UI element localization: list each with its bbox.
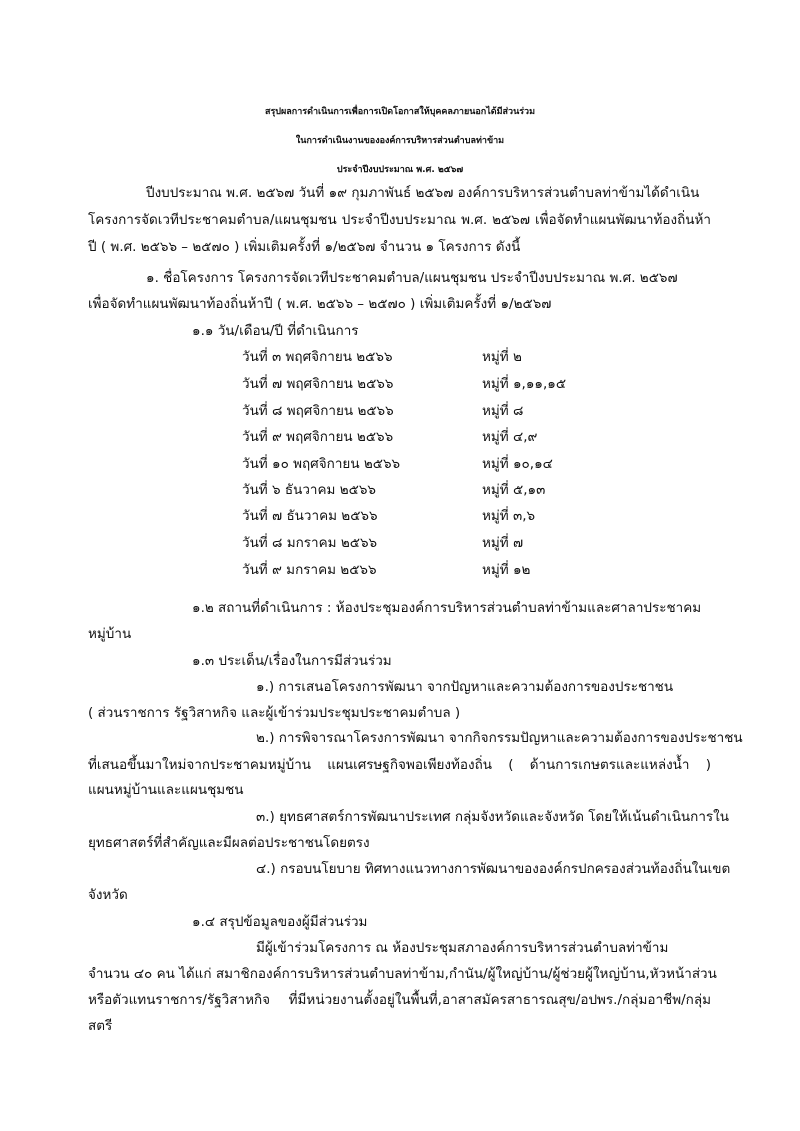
intro-line-1: ปีงบประมาณ พ.ศ. ๒๕๖๗ วันที่ ๑๙ กุมภาพันธ์ ๒๕๖๗ องค์การบริหารส่วนตำบลท่าข้ามได้ดำเนิน <box>146 185 700 201</box>
schedule-date: วันที่ ๙ พฤศจิกายน ๒๕๖๖ <box>242 429 394 445</box>
schedule-date: วันที่ ๗ ธันวาคม ๒๕๖๖ <box>242 508 378 524</box>
schedule-village: หมู่ที่ ๓,๖ <box>482 508 536 524</box>
schedule-date: วันที่ ๙ มกราคม ๒๕๖๖ <box>242 562 377 578</box>
section-1-4-heading: ๑.๔ สรุปข้อมูลของผู้มีส่วนร่วม <box>192 914 368 930</box>
section-1-2-line-2: หมู่บ้าน <box>88 626 132 642</box>
participants-line-1: มีผู้เข้าร่วมโครงการ ณ ห้องประชุมสภาองค์การบริหารส่วนตำบลท่าข้าม <box>256 940 669 956</box>
participants-line-3: หรือตัวแทนราชการ/รัฐวิสาหกิจ ที่มีหน่วยงานตั้งอยู่ในพื้นที่,อาสาสมัครสาธารณสุข/อปพร./กลุ่มอาชีพ/กลุ่ม <box>88 992 711 1008</box>
schedule-date: วันที่ ๖ ธันวาคม ๒๕๖๖ <box>242 482 376 498</box>
schedule-village: หมู่ที่ ๕,๑๓ <box>482 482 546 498</box>
schedule-date: วันที่ ๘ มกราคม ๒๕๖๖ <box>242 535 378 551</box>
issue-2-line-1: ๒.) การพิจารณาโครงการพัฒนา จากกิจกรรมปัญหาและความต้องการของประชาชน <box>256 730 743 746</box>
issue-3-line-1: ๓.) ยุทธศาสตร์การพัฒนาประเทศ กลุ่มจังหวัดและจังหวัด โดยให้เน้นดำเนินการใน <box>256 809 729 825</box>
schedule-village: หมู่ที่ ๑,๑๑,๑๕ <box>482 376 567 392</box>
schedule-village: หมู่ที่ ๗ <box>482 535 524 551</box>
project-name-line-2: เพื่อจัดทำแผนพัฒนาท้องถิ่นห้าปี ( พ.ศ. ๒๕๖๖ – ๒๕๗๐ ) เพิ่มเติมครั้งที่ ๑/๒๕๖๗ <box>88 296 552 312</box>
document-title-line-1: สรุปผลการดำเนินการเพื่อการเปิดโอกาสให้บุคคลภายนอกได้มีส่วนร่วม <box>264 107 536 117</box>
schedule-village: หมู่ที่ ๒ <box>482 349 522 365</box>
schedule-village: หมู่ที่ ๘ <box>482 403 524 419</box>
issue-2-line-2: ที่เสนอขึ้นมาใหม่จากประชาคมหมู่บ้าน แผนเศรษฐกิจพอเพียงท้องถิ่น ( ด้านการเกษตรและแหล่งน้ำ ) <box>88 757 711 773</box>
schedule-date: วันที่ ๗ พฤศจิกายน ๒๕๖๖ <box>242 376 394 392</box>
intro-line-3: ปี ( พ.ศ. ๒๕๖๖ – ๒๕๗๐ ) เพิ่มเติมครั้งที่ ๑/๒๕๖๗ จำนวน ๑ โครงการ ดังนี้ <box>88 239 521 255</box>
participants-line-4: สตรี <box>88 1018 113 1034</box>
issue-3-line-2: ยุทธศาสตร์ที่สำคัญและมีผลต่อประชาชนโดยตรง <box>88 835 370 851</box>
schedule-date: วันที่ ๘ พฤศจิกายน ๒๕๖๖ <box>242 403 394 419</box>
issue-2-line-3: แผนหมู่บ้านและแผนชุมชน <box>88 782 244 798</box>
section-1-2-line-1: ๑.๒ สถานที่ดำเนินการ : ห้องประชุมองค์การบริหารส่วนตำบลท่าข้ามและศาลาประชาคม <box>192 600 702 616</box>
participants-line-2: จำนวน ๔๐ คน ได้แก่ สมาชิกองค์การบริหารส่วนตำบลท่าข้าม,กำนัน/ผู้ใหญ่บ้าน/ผู้ช่วยผู้ใหญ่บ้าน,หัวหน้าส่วน <box>88 966 717 982</box>
document-title-line-2: ในการดำเนินงานขององค์การบริหารส่วนตำบลท่าข้าม <box>295 136 505 146</box>
document-title-line-3: ประจำปีงบประมาณ พ.ศ. ๒๕๖๗ <box>336 165 464 175</box>
issue-4-line-1: ๔.) กรอบนโยบาย ทิศทางแนวทางการพัฒนาขององค์กรปกครองส่วนท้องถิ่นในเขต <box>256 861 731 877</box>
issue-1-line-2: ( ส่วนราชการ รัฐวิสาหกิจ และผู้เข้าร่วมประชุมประชาคมตำบล ) <box>88 705 461 721</box>
issue-1-line-1: ๑.) การเสนอโครงการพัฒนา จากปัญหาและความต้องการของประชาชน <box>256 679 674 695</box>
intro-line-2: โครงการจัดเวทีประชาคมตำบล/แผนชุมชน ประจำปีงบประมาณ พ.ศ. ๒๕๖๗ เพื่อจัดทำแผนพัฒนาท้องถิ่นห้า <box>88 212 711 228</box>
schedule-date: วันที่ ๑๐ พฤศจิกายน ๒๕๖๖ <box>242 456 401 472</box>
project-name-line-1: ๑. ชื่อโครงการ โครงการจัดเวทีประชาคมตำบล/แผนชุมชน ประจำปีงบประมาณ พ.ศ. ๒๕๖๗ <box>146 270 678 286</box>
issue-4-line-2: จังหวัด <box>88 887 128 903</box>
schedule-village: หมู่ที่ ๑๐,๑๔ <box>482 456 553 472</box>
schedule-village: หมู่ที่ ๔,๙ <box>482 429 538 445</box>
section-1-3-heading: ๑.๓ ประเด็น/เรื่องในการมีส่วนร่วม <box>192 653 392 669</box>
schedule-village: หมู่ที่ ๑๒ <box>482 562 531 578</box>
schedule-date: วันที่ ๓ พฤศจิกายน ๒๕๖๖ <box>242 349 393 365</box>
section-1-1-heading: ๑.๑ วัน/เดือน/ปี ที่ดำเนินการ <box>192 323 359 339</box>
